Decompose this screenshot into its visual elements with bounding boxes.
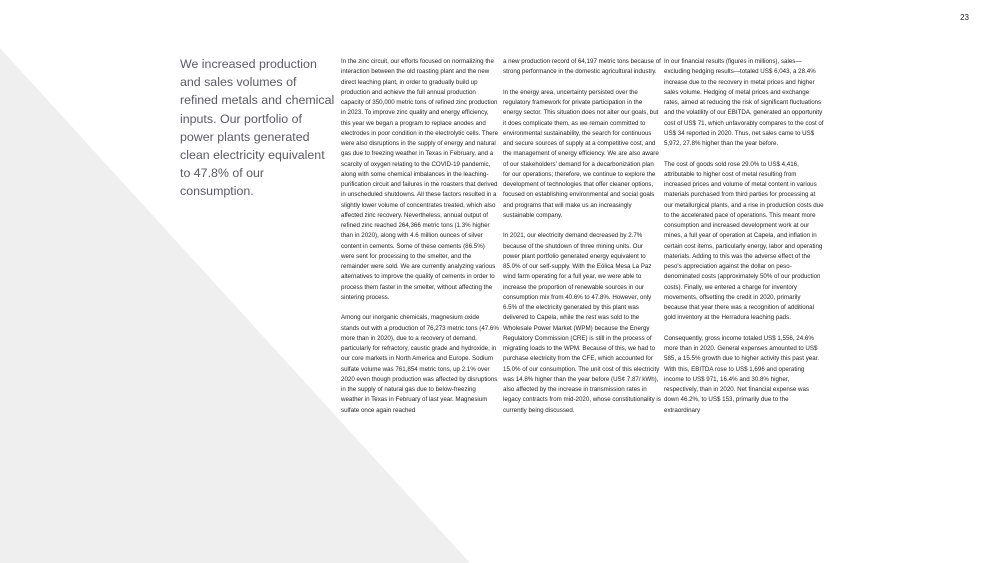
paragraph: The cost of goods sold rose 29.0% to US$ 4,416, attributable to higher cost of metal resulting from increased prices and volume of metal content in various materials purchased from third parties for processing at our metallurgical plants, and a rise in production costs due to the accelerated pace of operations. This meant more consumption and increased development work at our mines, a full year of operation at Capela, and inflation in certain cost items, particularly energy, labor and operating materials. Adding to this was the adverse effect of the peso's appreciation against the dollar on peso-denominated costs (approximately 50% of our production costs). Finally, we entered a charge for inventory movements, offsetting the credit in 2020, primarily because that year there was a recognition of additional gold inventory at the Herradura leaching pads. [664,160,824,322]
paragraph: Consequently, gross income totaled US$ 1,556, 24.6% more than in 2020. General expenses amounted to US$ 585, a 15.5% growth due to higher activity this past year. With this, EBITDA rose to US$ 1,696 and operating income to US$ 971, 16.4% and 30.8% higher, respectively, than in 2020. Net financial expense was down 46.2%, to US$ 153, primarily due to the extraordinary [664,334,820,414]
paragraph: Among our inorganic chemicals, magnesium oxide stands out with a production of 76,273 metric tons (47.6% more than in 2020), due to a recovery of demand, particularly for refractory, caustic grade and hydroxide, in our core markets in North America and Europe. Sodium sulfate volume was 761,854 metric tons, up 2.1% over 2020 even though production was affected by disruptions in the supply of natural gas due to below-freezing weather in Texas in February of last year. Magnesium sulfate once again reached [341,314,499,414]
pull-quote: We increased production and sales volumes of refined metals and chemical inputs. Our portfolio of power plants generated clean electricity equivalent to 47.8% of our consumption. [180,57,335,199]
text-column-1 [341,57,499,426]
text-column-2 [503,57,661,426]
paragraph: In the energy area, uncertainty persisted over the regulatory framework for private participation in the energy sector. This situation does not alter our goals, but it does complicate them, as we remain committed to environmental sustainability, the search for continuous and secure sources of supply at a competitive cost, and the management of energy efficiency. We are also aware of our stakeholders' demand for a decarbonization plan for our operations; therefore, we continue to explore the development of technologies that offer cleaner options, focused on establishing environmental and social goals and programs that will make us an increasingly sustainable company. [503,88,659,219]
paragraph: In 2021, our electricity demand decreased by 2.7% because of the shutdown of three mining units. Our power plant portfolio generated energy equivalent to 85.0% of our self-supply. With the Eólica Mesa La Paz wind farm operating for a full year, we were able to increase the proportion of renewable sources in our consumption mix from 40.6% to 47.8%. However, only 6.5% of the electricity generated by this plant was delivered to Capela, while the rest was sold to the Wholesale Power Market (WPM) because the Energy Regulatory Commission (CRE) is still in the process of migrating loads to the WPM. Because of this, we had to purchase electricity from the CFE, which accounted for 15.0% of our consumption. The unit cost of this electricity was 14.8% higher than the year before (US¢ 7.87/ kWh), also affected by the increase in transmission rates in legacy contracts from mid-2020, whose constitutionality is currently being discussed. [503,232,661,414]
paragraph: In the zinc circuit, our efforts focused on normalizing the interaction between the old roasting plant and the new direct leaching plant, in order to gradually build up production and achieve the full annual production capacity of 350,000 metric tons of refined zinc production in 2023. To improve zinc quality and energy efficiency, this year we began a program to replace anodes and electrodes in poor condition in the electrolytic cells. There were also disruptions in the supply of energy and natural gas due to freezing weather in Texas in February, and a scarcity of oxygen relating to the COVID-19 pandemic, along with some chemical imbalances in the leaching-purification circuit and failures in the roasters that derived in unscheduled shutdowns. All these factors resulted in a slightly lower volume of concentrates treated, which also affected zinc recovery. Nevertheless, annual output of refined zinc reached 264,366 metric tons (1.3% higher than in 2020), along with 4.6 million ounces of silver content in cements. Some of these cements (86.5%) were sent for processing to the smelter, and the remainder were sold. We are currently analyzing various alternatives to improve the quality of cements in order to process them faster in the smelter, without affecting the sintering process. [341,58,499,301]
paragraph: In our financial results (figures in millions), sales—excluding hedging results—totaled US$ 6,043, a 28.4% increase due to the recovery in metal prices and higher sales volume. Hedging of metal prices and exchange rates, aimed at reducing the risk of significant fluctuations and the volatility of our EBITDA, generated an opportunity cost of US$ 71, which unfavorably compares to the cost of US$ 34 reported in 2020. Thus, net sales came to US$ 5,972, 27.8% higher than the year before. [664,58,824,147]
page-number: 23 [960,13,969,22]
paragraph: a new production record of 64,197 metric tons because of strong performance in the domestic agricultural industry. [503,58,661,76]
text-column-3 [664,57,824,426]
